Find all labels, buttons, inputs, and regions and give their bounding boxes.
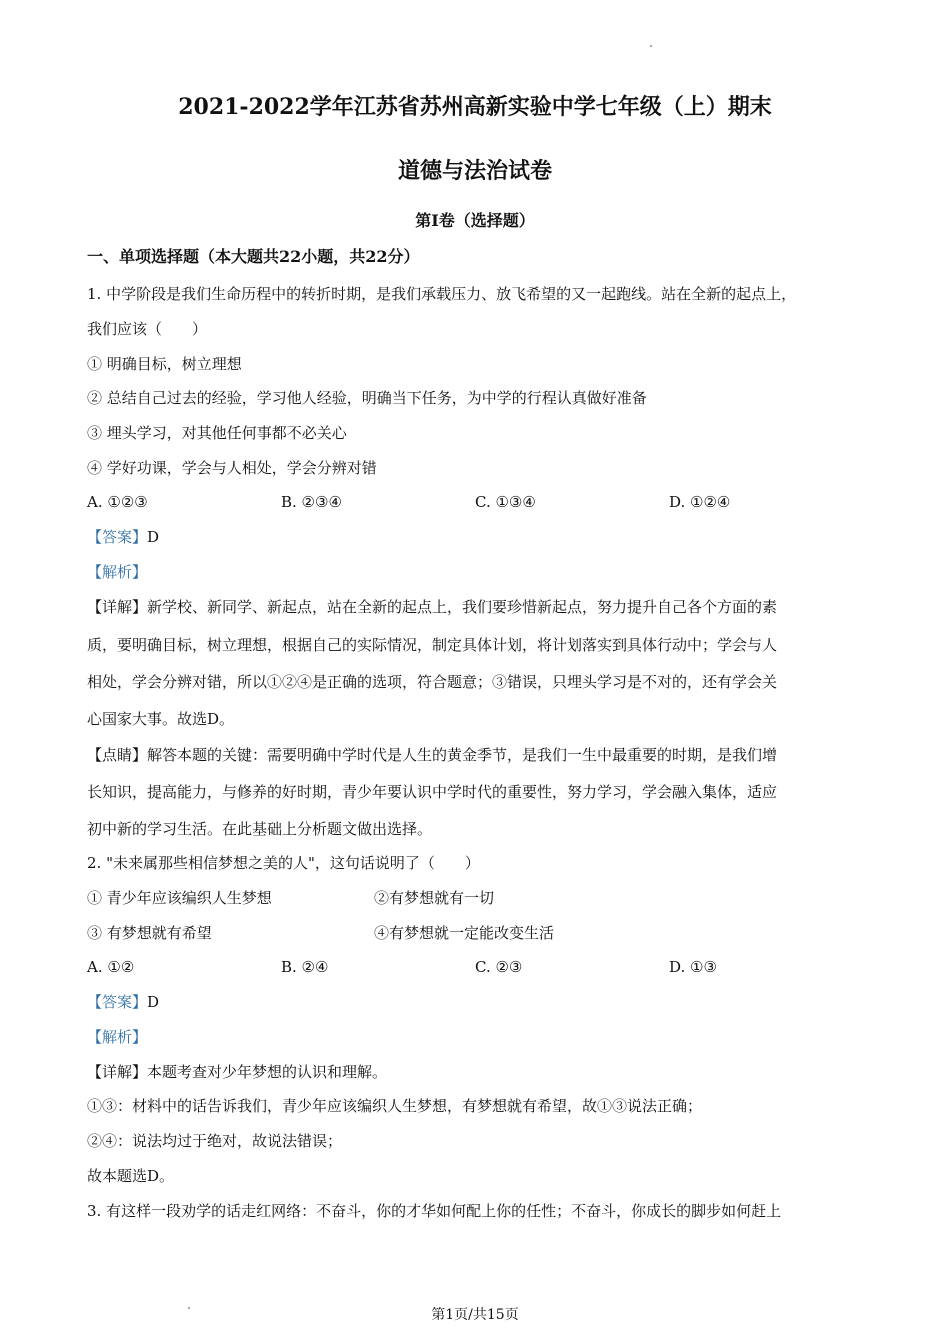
q2-explain-line1: ①③：材料中的话告诉我们，青少年应该编织人生梦想，有梦想就有希望，故①③说法正确； <box>87 1097 703 1115</box>
exam-title-line2: 道德与法治试卷 <box>397 158 552 184</box>
q1-tip-line2: 长知识，提高能力，与修养的好时期，青少年要认识中学时代的重要性，努力学习，学会融入集体，适应 <box>87 783 778 801</box>
q1-detail-line2: 质，要明确目标，树立理想，根据自己的实际情况，制定具体计划，将计划落实到具体行动中；学会与人 <box>87 636 778 654</box>
q2-detail <box>87 1062 387 1082</box>
q1-tip-text1: 解答本题的关键：需要明确中学时代是人生的黄金季节，是我们一生中最重要的时期，是我们增 <box>147 746 778 764</box>
q3-stem: 3. 有这样一段劝学的话走红网络：不奋斗，你的才华如何配上你的任性；不奋斗，你成长的脚步如何赶上 <box>87 1202 782 1220</box>
q1-item-3: ③ 埋头学习，对其他任何事都不必关心 <box>87 424 347 442</box>
q1-detail-line3: 相处，学会分辨对错，所以①②④是正确的选项，符合题意；③错误，只埋头学习是不对的，还有学会关 <box>87 673 778 691</box>
q2-option-b: B. ②④ <box>281 958 329 976</box>
q2-explain-line3: 故本题选D。 <box>87 1167 175 1185</box>
q2-option-c: C. ②③ <box>475 958 523 976</box>
q2-answer-label: 【答案】 <box>87 993 148 1011</box>
q1-item-4: ④ 学好功课，学会与人相处，学会分辨对错 <box>87 459 377 477</box>
q1-option-d: D. ①②④ <box>669 493 731 511</box>
q1-detail-line1 <box>87 597 777 617</box>
q2-stem: 2. "未来属那些相信梦想之美的人"，这句话说明了（ ） <box>87 854 480 872</box>
q2-option-a: A. ①② <box>87 958 135 976</box>
q2-answer <box>87 992 159 1012</box>
q1-detail-label: 【详解】 <box>87 598 148 616</box>
q1-tip-label: 【点睛】 <box>87 746 148 764</box>
exam-title-line1: 2021-2022学年江苏省苏州高新实验中学七年级（上）期末 <box>178 94 772 120</box>
q1-option-a: A. ①②③ <box>87 493 148 511</box>
q2-item-1: ① 青少年应该编织人生梦想 <box>87 889 272 907</box>
q1-detail-line4: 心国家大事。故选D。 <box>87 710 235 728</box>
q1-analysis-label: 【解析】 <box>87 563 148 581</box>
q1-stem-line2: 我们应该（ ） <box>87 320 208 338</box>
q1-stem-line1: 1. 中学阶段是我们生命历程中的转折时期，是我们承载压力、放飞希望的又一起跑线。站在全新的起点上， <box>87 285 797 303</box>
q2-detail-label: 【详解】 <box>87 1063 148 1081</box>
page-number: 第1页/共15页 <box>431 1307 519 1323</box>
q1-option-c: C. ①③④ <box>475 493 536 511</box>
q2-explain-line2: ②④：说法均过于绝对，故说法错误； <box>87 1132 343 1150</box>
section-heading: 一、单项选择题（本大题共22小题，共22分） <box>87 247 420 266</box>
q2-detail-text: 本题考查对少年梦想的认识和理解。 <box>147 1063 388 1081</box>
q1-tip-line1 <box>87 745 777 765</box>
q1-answer <box>87 527 159 547</box>
q1-item-2: ② 总结自己过去的经验，学习他人经验，明确当下任务，为中学的行程认真做好准备 <box>87 389 647 407</box>
q1-answer-value: D <box>147 528 160 546</box>
q1-answer-label: 【答案】 <box>87 528 148 546</box>
q2-option-d: D. ①③ <box>669 958 717 976</box>
q2-item-3: ③ 有梦想就有希望 <box>87 924 212 942</box>
q1-tip-line3: 初中新的学习生活。在此基础上分析题文做出选择。 <box>87 820 433 838</box>
volume-heading: 第Ⅰ卷（选择题） <box>415 211 535 230</box>
q2-analysis-label: 【解析】 <box>87 1028 148 1046</box>
q1-item-1: ① 明确目标，树立理想 <box>87 355 242 373</box>
q1-detail-text1: 新学校、新同学、新起点，站在全新的起点上，我们要珍惜新起点，努力提升自己各个方面的素 <box>147 598 778 616</box>
q1-option-b: B. ②③④ <box>281 493 342 511</box>
q2-answer-value: D <box>147 993 160 1011</box>
q2-item-4: ④有梦想就一定能改变生活 <box>374 924 555 942</box>
scan-speck <box>650 45 652 47</box>
q2-item-2: ②有梦想就有一切 <box>374 889 495 907</box>
